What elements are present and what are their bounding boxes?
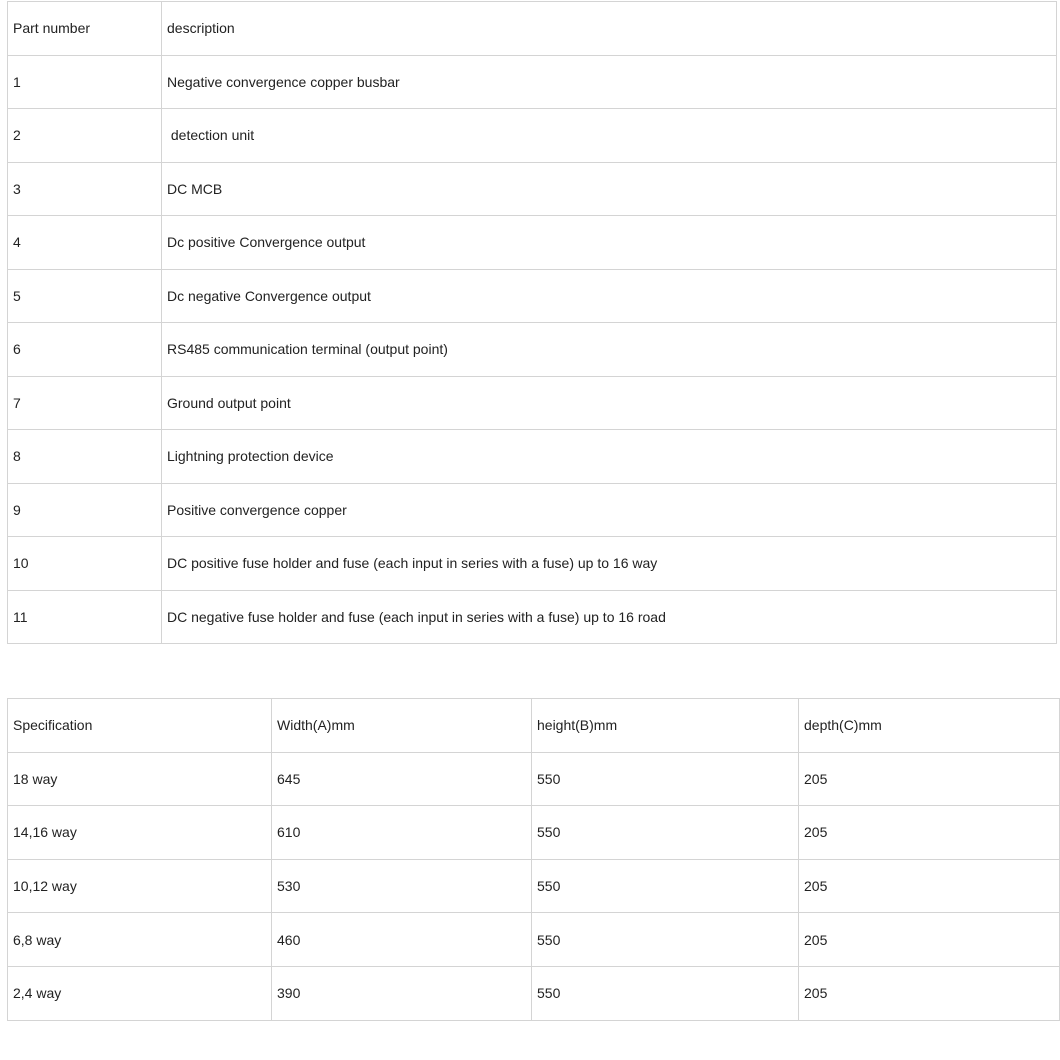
width-cell: 530 bbox=[272, 859, 532, 913]
part-number-cell: 8 bbox=[8, 430, 162, 484]
width-cell: 610 bbox=[272, 806, 532, 860]
part-number-cell: 6 bbox=[8, 323, 162, 377]
description-cell: Negative convergence copper busbar bbox=[162, 55, 1057, 109]
table-row bbox=[8, 109, 1057, 163]
description-cell: Dc negative Convergence output bbox=[162, 269, 1057, 323]
width-cell: 460 bbox=[272, 913, 532, 967]
description-cell: Lightning protection device bbox=[162, 430, 1057, 484]
table-row bbox=[8, 430, 1057, 484]
spec-table bbox=[7, 698, 1060, 1021]
part-number-cell: 2 bbox=[8, 109, 162, 163]
spec-cell: 18 way bbox=[8, 752, 272, 806]
width-cell: 390 bbox=[272, 966, 532, 1020]
depth-cell: 205 bbox=[799, 806, 1060, 860]
header-cell: Width(A)mm bbox=[272, 699, 532, 753]
table-header-row bbox=[8, 2, 1057, 56]
table-row bbox=[8, 859, 1060, 913]
table-header-row bbox=[8, 699, 1060, 753]
table-row bbox=[8, 162, 1057, 216]
part-number-cell: 1 bbox=[8, 55, 162, 109]
height-cell: 550 bbox=[532, 966, 799, 1020]
height-cell: 550 bbox=[532, 913, 799, 967]
part-number-cell: 10 bbox=[8, 537, 162, 591]
depth-cell: 205 bbox=[799, 859, 1060, 913]
depth-cell: 205 bbox=[799, 752, 1060, 806]
part-number-cell: 3 bbox=[8, 162, 162, 216]
part-number-cell: 9 bbox=[8, 483, 162, 537]
part-number-cell: 11 bbox=[8, 590, 162, 644]
table-row bbox=[8, 537, 1057, 591]
table-row bbox=[8, 483, 1057, 537]
width-cell: 645 bbox=[272, 752, 532, 806]
height-cell: 550 bbox=[532, 859, 799, 913]
description-cell: detection unit bbox=[162, 109, 1057, 163]
part-number-cell: 7 bbox=[8, 376, 162, 430]
description-cell: DC MCB bbox=[162, 162, 1057, 216]
table-row bbox=[8, 269, 1057, 323]
table-row bbox=[8, 806, 1060, 860]
table-row bbox=[8, 966, 1060, 1020]
description-cell: Positive convergence copper bbox=[162, 483, 1057, 537]
table-row bbox=[8, 216, 1057, 270]
spec-cell: 6,8 way bbox=[8, 913, 272, 967]
header-cell: depth(C)mm bbox=[799, 699, 1060, 753]
spec-cell: 2,4 way bbox=[8, 966, 272, 1020]
spec-cell: 10,12 way bbox=[8, 859, 272, 913]
description-cell: DC negative fuse holder and fuse (each input in series with a fuse) up to 16 road bbox=[162, 590, 1057, 644]
height-cell: 550 bbox=[532, 806, 799, 860]
table-row bbox=[8, 590, 1057, 644]
description-cell: Ground output point bbox=[162, 376, 1057, 430]
header-cell: description bbox=[162, 2, 1057, 56]
table-row bbox=[8, 913, 1060, 967]
depth-cell: 205 bbox=[799, 913, 1060, 967]
table-row bbox=[8, 752, 1060, 806]
height-cell: 550 bbox=[532, 752, 799, 806]
description-cell: RS485 communication terminal (output point) bbox=[162, 323, 1057, 377]
header-cell: height(B)mm bbox=[532, 699, 799, 753]
depth-cell: 205 bbox=[799, 966, 1060, 1020]
description-cell: DC positive fuse holder and fuse (each input in series with a fuse) up to 16 way bbox=[162, 537, 1057, 591]
table-row bbox=[8, 323, 1057, 377]
parts-table bbox=[7, 1, 1057, 644]
part-number-cell: 5 bbox=[8, 269, 162, 323]
table-row bbox=[8, 55, 1057, 109]
description-cell: Dc positive Convergence output bbox=[162, 216, 1057, 270]
header-cell: Part number bbox=[8, 2, 162, 56]
table-row bbox=[8, 376, 1057, 430]
header-cell: Specification bbox=[8, 699, 272, 753]
part-number-cell: 4 bbox=[8, 216, 162, 270]
spec-cell: 14,16 way bbox=[8, 806, 272, 860]
